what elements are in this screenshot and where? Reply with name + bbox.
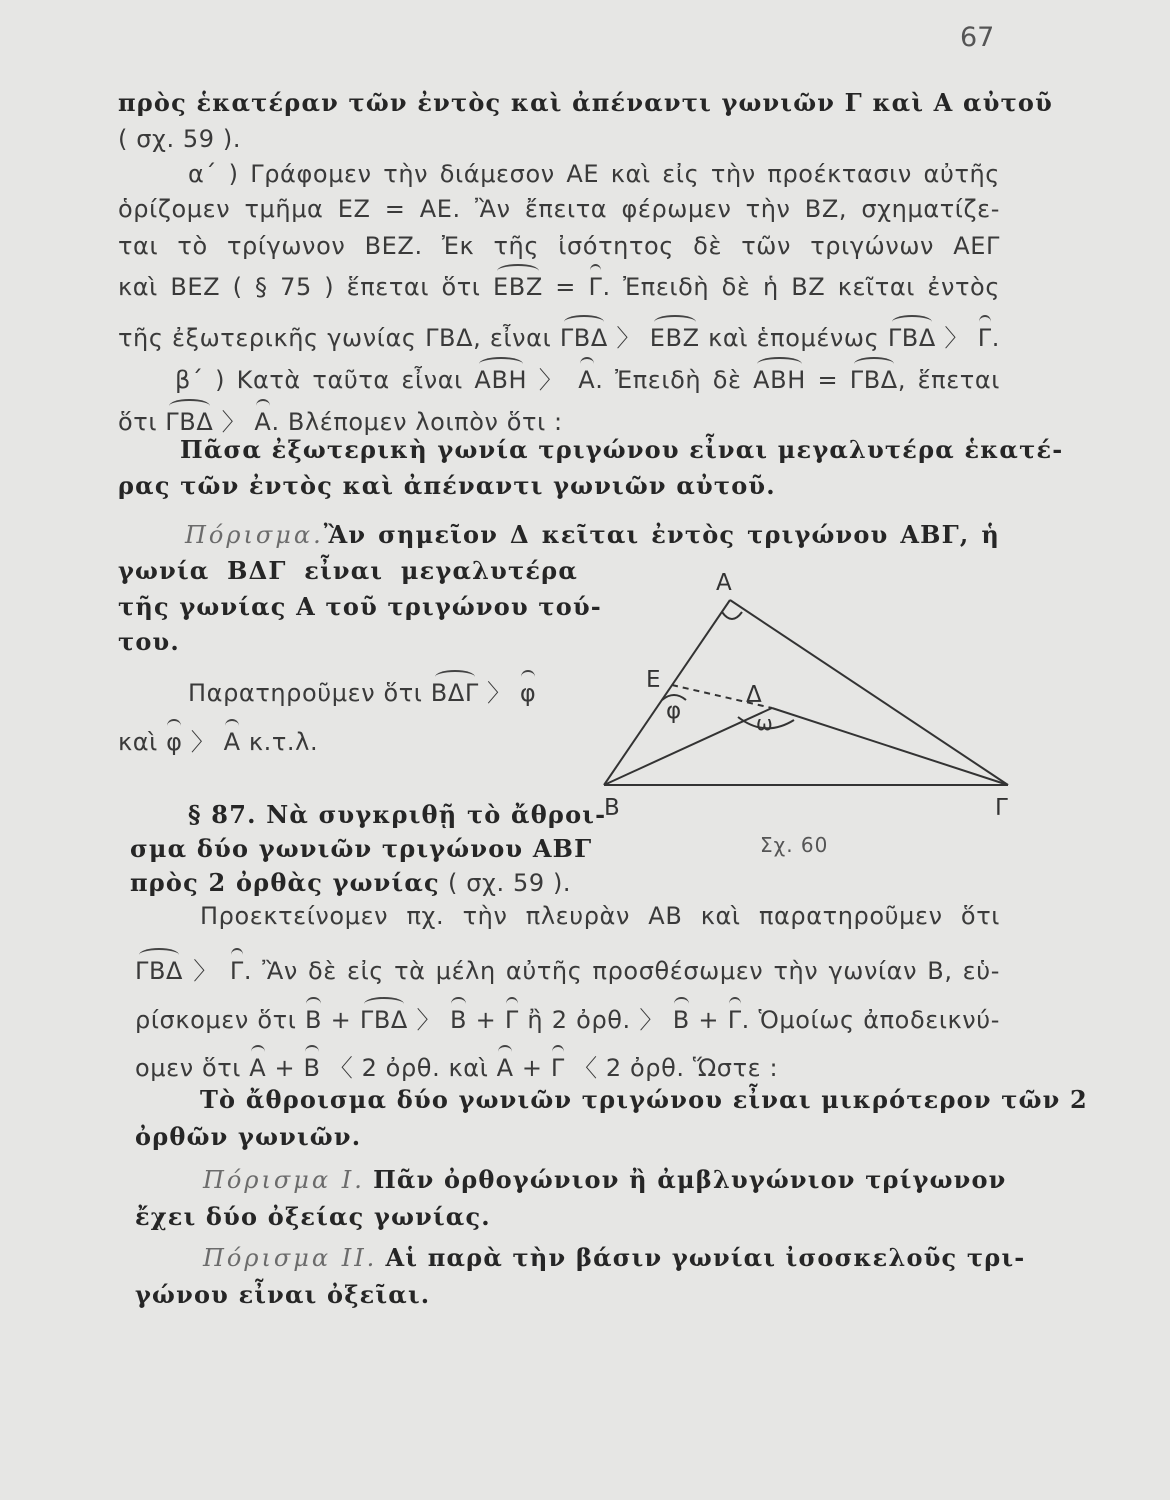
figure-caption: Σχ. 60 bbox=[760, 833, 829, 857]
theorem-line: Τὸ ἄθροισμα δύο γωνιῶν τριγώνου εἶναι μικρότερον τῶν 2 bbox=[200, 1085, 1088, 1114]
triangle-figure bbox=[590, 560, 1020, 830]
angle-mark: Γ bbox=[977, 324, 992, 352]
angle-mark: ΑΒΗ bbox=[753, 366, 806, 394]
label-g: Γ bbox=[995, 795, 1008, 821]
angle-mark: φ bbox=[519, 679, 537, 707]
angle-mark: ΓΒΔ bbox=[165, 408, 214, 436]
corollary-line: γωνία ΒΔΓ εἶναι μεγαλυτέρα bbox=[118, 556, 578, 585]
corollary-label: Πόρισμα. bbox=[185, 521, 324, 549]
angle-mark: Β bbox=[449, 1006, 468, 1034]
section-heading-line: σμα δύο γωνιῶν τριγώνου ΑΒΓ bbox=[130, 834, 593, 863]
angle-mark: Γ bbox=[588, 273, 603, 301]
angle-mark: Β bbox=[303, 1054, 321, 1082]
angle-mark: ΑΒΗ bbox=[474, 366, 528, 394]
corollary-line: Πόρισμα.Ἂν σημεῖον Δ κεῖται ἐντὸς τριγώνου ΑΒΓ, ἡ bbox=[185, 520, 1000, 549]
text-line: ὅτι ΓΒΔ 〉 Α. Βλέπομεν λοιπὸν ὅτι : bbox=[118, 408, 563, 436]
corollary-line: γώνου εἶναι ὀξεῖαι. bbox=[135, 1280, 431, 1309]
text-line: τῆς ἐξωτερικῆς γωνίας ΓΒΔ, εἶναι ΓΒΔ 〉 ΕΒΖ καὶ ἑπομένως ΓΒΔ 〉 Γ. bbox=[118, 324, 1001, 352]
corollary-line: Πόρισμα Ι. Πᾶν ὀρθογώνιον ἢ ἀμβλυγώνιον τρίγωνον bbox=[203, 1165, 1007, 1194]
angle-mark: ΓΒΔ bbox=[359, 1006, 408, 1034]
label-phi: φ bbox=[666, 698, 682, 724]
text-line: α΄ ) Γράφομεν τὴν διάμεσον ΑΕ καὶ εἰς τὴν προέκτασιν αὐτῆς bbox=[188, 160, 1000, 188]
text-line: καὶ φ 〉 Α κ.τ.λ. bbox=[118, 728, 319, 756]
text-line: Παρατηροῦμεν ὅτι ΒΔΓ 〉 φ bbox=[188, 679, 537, 707]
text-line: Προεκτείνομεν πχ. τὴν πλευρὰν ΑΒ καὶ παρατηροῦμεν ὅτι bbox=[200, 902, 1000, 930]
text-line: ομεν ὅτι Α + Β 〈 2 ὀρθ. καὶ Α + Γ 〈 2 ὀρθ. Ὥστε : bbox=[135, 1054, 779, 1082]
text-line: ται τὸ τρίγωνον ΒΕΖ. Ἐκ τῆς ἰσότητος δὲ τῶν τριγώνων ΑΕΓ bbox=[118, 232, 1000, 260]
angle-mark: Α bbox=[496, 1054, 514, 1082]
theorem-line: Πᾶσα ἐξωτερικὴ γωνία τριγώνου εἶναι μεγαλυτέρα ἑκατέ- bbox=[180, 435, 1064, 464]
corollary-line: τῆς γωνίας Α τοῦ τριγώνου τού- bbox=[118, 592, 602, 621]
angle-mark: ΓΒΔ bbox=[849, 366, 898, 394]
corollary-label: Πόρισμα Ι. bbox=[203, 1166, 365, 1194]
text-line: ΓΒΔ 〉 Γ. Ἂν δὲ εἰς τὰ μέλη αὐτῆς προσθέσωμεν τὴν γωνίαν Β, εὑ- bbox=[135, 957, 1001, 985]
text-line: ρίσκομεν ὅτι Β + ΓΒΔ 〉 Β + Γ ἢ 2 ὀρθ. 〉 Β + Γ. Ὁμοίως ἀποδεικνύ- bbox=[135, 1006, 1001, 1034]
angle-arc-a bbox=[722, 612, 742, 619]
angle-mark: ΕΒΖ bbox=[649, 324, 700, 352]
page-number: 67 bbox=[960, 22, 995, 53]
angle-mark: Γ bbox=[727, 1006, 742, 1034]
corollary-label: Πόρισμα ΙΙ. bbox=[203, 1244, 378, 1272]
label-b: Β bbox=[604, 795, 620, 821]
angle-mark: ΓΒΔ bbox=[135, 957, 184, 985]
angle-mark: Α bbox=[223, 728, 241, 756]
angle-mark: Γ bbox=[550, 1054, 565, 1082]
angle-mark: ΕΒΖ bbox=[492, 273, 543, 301]
angle-mark: Β bbox=[305, 1006, 323, 1034]
angle-mark: Γ bbox=[229, 957, 244, 985]
text-line: β΄ ) Κατὰ ταῦτα εἶναι ΑΒΗ 〉 Α. Ἐπειδὴ δὲ ΑΒΗ = ΓΒΔ, ἕπεται bbox=[175, 366, 1000, 394]
angle-mark: ΒΔΓ bbox=[430, 679, 479, 707]
text-line: ( σχ. 59 ). bbox=[118, 125, 242, 153]
angle-mark: ΓΒΔ bbox=[559, 324, 608, 352]
text-line: ὁρίζομεν τμῆμα ΕΖ = ΑΕ. Ἂν ἔπειτα φέρωμεν τὴν ΒΖ, σχηματίζε- bbox=[118, 195, 1000, 223]
angle-mark: ΓΒΔ bbox=[887, 324, 936, 352]
text-line: καὶ ΒΕΖ ( § 75 ) ἕπεται ὅτι ΕΒΖ = Γ. Ἐπειδὴ δὲ ἡ ΒΖ κεῖται ἐντὸς bbox=[118, 273, 1000, 301]
corollary-line: ἔχει δύο ὀξείας γωνίας. bbox=[135, 1202, 491, 1231]
label-omega: ω bbox=[756, 711, 773, 735]
section-heading-line: πρὸς 2 ὀρθὰς γωνίας ( σχ. 59 ). bbox=[130, 868, 572, 897]
text-line: πρὸς ἑκατέραν τῶν ἐντὸς καὶ ἀπέναντι γωνιῶν Γ καὶ Α αὐτοῦ bbox=[118, 88, 1053, 117]
angle-mark: Α bbox=[254, 408, 272, 436]
angle-mark: Β bbox=[672, 1006, 690, 1034]
angle-mark: Α bbox=[249, 1054, 267, 1082]
angle-mark: φ bbox=[166, 728, 183, 756]
theorem-line: ρας τῶν ἐντὸς καὶ ἀπέναντι γωνιῶν αὐτοῦ. bbox=[118, 471, 776, 500]
label-a: Α bbox=[716, 570, 732, 596]
corollary-line: Πόρισμα ΙΙ. Αἱ παρὰ τὴν βάσιν γωνίαι ἰσοσκελοῦς τρι- bbox=[203, 1243, 1026, 1272]
angle-mark: Α bbox=[578, 366, 596, 394]
segment-dg bbox=[772, 708, 1008, 785]
section-heading-line: § 87. Νὰ συγκριθῇ τὸ ἄθροι- bbox=[188, 800, 607, 829]
theorem-line: ὀρθῶν γωνιῶν. bbox=[135, 1122, 362, 1151]
label-e: Ε bbox=[646, 667, 661, 693]
label-d: Δ bbox=[746, 682, 762, 708]
angle-mark: Γ bbox=[504, 1006, 519, 1034]
side-ag bbox=[730, 600, 1008, 785]
corollary-line: του. bbox=[118, 627, 180, 656]
side-ba bbox=[604, 600, 730, 785]
